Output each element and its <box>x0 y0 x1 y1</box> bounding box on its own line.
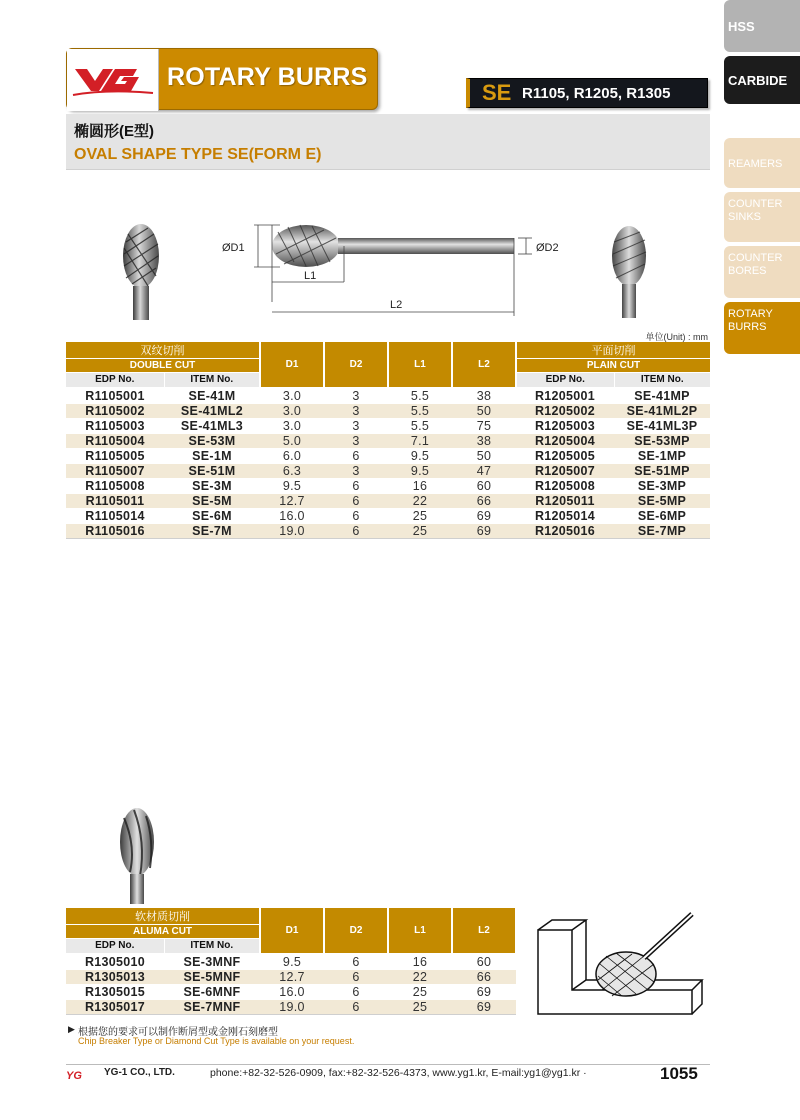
d1-cell: 16.0 <box>260 984 324 999</box>
table2-body <box>66 953 516 1015</box>
side-tab-label: REAMERS <box>728 158 783 170</box>
side-tab-reamers[interactable] <box>724 138 800 188</box>
l1-cell: 7.1 <box>388 433 452 448</box>
table-row <box>66 508 710 523</box>
d2-cell: 3 <box>324 403 388 418</box>
d2-cell: 6 <box>324 508 388 523</box>
d1-cell: 16.0 <box>260 508 324 523</box>
d2-header: D2 <box>324 342 388 387</box>
item-cell: SE-51M <box>164 463 260 478</box>
edp-cell: R1105003 <box>66 418 164 433</box>
l2-cell: 60 <box>452 953 516 970</box>
edp-cell: R1205001 <box>516 387 614 404</box>
item-cell: SE-7MNF <box>164 999 260 1014</box>
edp-cell: R1105005 <box>66 448 164 463</box>
item-cell: SE-41ML2 <box>164 403 260 418</box>
l1-cell: 22 <box>388 969 452 984</box>
side-tab-label: COUNTER SINKS <box>728 198 783 223</box>
table-row <box>66 478 710 493</box>
l1-cell: 9.5 <box>388 463 452 478</box>
table1-body <box>66 387 710 539</box>
item-cell: SE-3MNF <box>164 953 260 970</box>
item-cell: SE-7MP <box>614 523 710 538</box>
d2-cell: 6 <box>324 969 388 984</box>
l2-cell: 50 <box>452 403 516 418</box>
table-row <box>66 463 710 478</box>
d2-cell: 6 <box>324 478 388 493</box>
table-row <box>66 418 710 433</box>
l2-cell: 38 <box>452 387 516 404</box>
l1-cell: 25 <box>388 999 452 1014</box>
edp-header: EDP No. <box>66 373 164 387</box>
d1-cell: 3.0 <box>260 387 324 404</box>
l1-cell: 16 <box>388 953 452 970</box>
l2-cell: 69 <box>452 523 516 538</box>
l1-cell: 25 <box>388 984 452 999</box>
d2-cell: 6 <box>324 953 388 970</box>
d1-cell: 5.0 <box>260 433 324 448</box>
side-tab-label: CARBIDE <box>728 73 788 88</box>
side-tab-label: ROTARY BURRS <box>728 308 773 333</box>
d2-cell: 3 <box>324 387 388 404</box>
l1-header: L1 <box>388 342 452 387</box>
edp-cell: R1305013 <box>66 969 164 984</box>
oval-burr-right-photo <box>608 224 650 318</box>
item-cell: SE-6MP <box>614 508 710 523</box>
l2-cell: 69 <box>452 508 516 523</box>
item-cell: SE-51MP <box>614 463 710 478</box>
l2-label: L2 <box>390 299 403 311</box>
item-cell: SE-3M <box>164 478 260 493</box>
item-cell: SE-53M <box>164 433 260 448</box>
note-english: Chip Breaker Type or Diamond Cut Type is available on your request. <box>78 1036 355 1046</box>
d1-cell: 6.3 <box>260 463 324 478</box>
item-cell: SE-3MP <box>614 478 710 493</box>
edp-cell: R1205003 <box>516 418 614 433</box>
edp-header: EDP No. <box>66 939 164 953</box>
l2-cell: 75 <box>452 418 516 433</box>
item-cell: SE-1MP <box>614 448 710 463</box>
d2-cell: 6 <box>324 984 388 999</box>
d1-cell: 19.0 <box>260 523 324 538</box>
dimension-drawing <box>214 212 559 322</box>
d1-cell: 9.5 <box>260 478 324 493</box>
plain-cut-header: PLAIN CUT <box>516 359 710 373</box>
brand-header <box>66 48 378 110</box>
d1-cell: 9.5 <box>260 953 324 970</box>
d2-header: D2 <box>324 908 388 953</box>
edp-cell: R1105016 <box>66 523 164 538</box>
edp-cell: R1205004 <box>516 433 614 448</box>
edp-cell: R1105008 <box>66 478 164 493</box>
l1-cell: 16 <box>388 478 452 493</box>
l2-cell: 47 <box>452 463 516 478</box>
item-header: ITEM No. <box>164 373 260 387</box>
l2-cell: 60 <box>452 478 516 493</box>
spec-table-double-plain <box>66 342 710 539</box>
edp-cell: R1205007 <box>516 463 614 478</box>
l1-cell: 5.5 <box>388 403 452 418</box>
item-cell: SE-6M <box>164 508 260 523</box>
item-header: ITEM No. <box>614 373 710 387</box>
d1-cell: 12.7 <box>260 969 324 984</box>
side-tab-label: HSS <box>728 19 755 34</box>
edp-cell: R1105007 <box>66 463 164 478</box>
footer-divider <box>66 1064 710 1065</box>
table-row <box>66 999 516 1014</box>
item-cell: SE-53MP <box>614 433 710 448</box>
edp-cell: R1305017 <box>66 999 164 1014</box>
spec-table-aluma <box>66 908 517 1015</box>
table-row <box>66 953 516 970</box>
plain-cut-cn-header: 平面切削 <box>516 342 710 359</box>
item-cell: SE-6MNF <box>164 984 260 999</box>
edp-cell: R1105004 <box>66 433 164 448</box>
aluma-cut-cn-header: 软材质切削 <box>66 908 260 925</box>
l1-cell: 9.5 <box>388 448 452 463</box>
d1-cell: 19.0 <box>260 999 324 1014</box>
d2-cell: 3 <box>324 418 388 433</box>
d1-label: ØD1 <box>222 242 245 254</box>
edp-cell: R1205014 <box>516 508 614 523</box>
series-prefix: SE <box>482 80 512 105</box>
brand-title: ROTARY BURRS <box>167 63 368 91</box>
edp-cell: R1105001 <box>66 387 164 404</box>
d1-cell: 6.0 <box>260 448 324 463</box>
title-english: OVAL SHAPE TYPE SE(FORM E) <box>74 146 322 163</box>
item-cell: SE-41MP <box>614 387 710 404</box>
title-chinese: 椭圆形(E型) <box>74 123 154 140</box>
page-number: 1055 <box>660 1064 698 1083</box>
d1-cell: 12.7 <box>260 493 324 508</box>
l1-cell: 5.5 <box>388 418 452 433</box>
aluma-cut-burr-photo <box>116 806 158 904</box>
item-cell: SE-1M <box>164 448 260 463</box>
side-tab-counter-bores[interactable] <box>724 246 800 298</box>
item-header: ITEM No. <box>164 939 260 953</box>
footer-contact: phone:+82-32-526-0909, fax:+82-32-526-4373, www.yg1.kr, E-mail:yg1@yg1.kr · <box>210 1067 587 1079</box>
d2-cell: 3 <box>324 433 388 448</box>
d2-cell: 3 <box>324 463 388 478</box>
note-arrow-icon: ▶ <box>68 1024 75 1034</box>
item-cell: SE-5MP <box>614 493 710 508</box>
edp-cell: R1205011 <box>516 493 614 508</box>
d2-cell: 6 <box>324 448 388 463</box>
d2-cell: 6 <box>324 493 388 508</box>
unit-label: 单位(Unit) : mm <box>645 332 708 342</box>
double-cut-cn-header: 双纹切削 <box>66 342 260 359</box>
table-row <box>66 403 710 418</box>
series-banner <box>466 78 708 108</box>
edp-cell: R1305010 <box>66 953 164 970</box>
edp-cell: R1205016 <box>516 523 614 538</box>
item-cell: SE-7M <box>164 523 260 538</box>
footer-logo-text: YG <box>66 1070 82 1082</box>
side-tab-rotary-burrs[interactable] <box>724 302 800 354</box>
l2-cell: 38 <box>452 433 516 448</box>
l1-cell: 22 <box>388 493 452 508</box>
series-models: R1105, R1205, R1305 <box>522 85 671 102</box>
edp-cell: R1205005 <box>516 448 614 463</box>
l2-cell: 69 <box>452 999 516 1014</box>
usage-illustration <box>532 910 710 1022</box>
side-tab-carbide[interactable] <box>724 56 800 104</box>
edp-cell: R1105014 <box>66 508 164 523</box>
d1-header: D1 <box>260 908 324 953</box>
d2-cell: 6 <box>324 999 388 1014</box>
l2-header: L2 <box>452 342 516 387</box>
item-cell: SE-5MNF <box>164 969 260 984</box>
side-tab-counter-sinks[interactable] <box>724 192 800 242</box>
side-tab-label: COUNTER BORES <box>728 252 783 277</box>
table-row <box>66 448 710 463</box>
footer-logo <box>66 1068 96 1080</box>
note-chinese: 根据您的要求可以制作断屑型或金刚石刻磨型 <box>78 1027 278 1038</box>
table-row <box>66 984 516 999</box>
table-row <box>66 523 710 538</box>
table-row <box>66 969 516 984</box>
d1-cell: 3.0 <box>260 418 324 433</box>
edp-cell: R1205002 <box>516 403 614 418</box>
double-cut-header: DOUBLE CUT <box>66 359 260 373</box>
l2-cell: 66 <box>452 493 516 508</box>
d2-cell: 6 <box>324 523 388 538</box>
l1-cell: 25 <box>388 508 452 523</box>
oval-burr-left-photo <box>118 222 164 320</box>
edp-cell: R1305015 <box>66 984 164 999</box>
item-cell: SE-41M <box>164 387 260 404</box>
l1-header: L1 <box>388 908 452 953</box>
item-cell: SE-41ML2P <box>614 403 710 418</box>
table-row <box>66 387 710 404</box>
side-tab-hss[interactable] <box>724 0 800 52</box>
d1-cell: 3.0 <box>260 403 324 418</box>
l1-cell: 25 <box>388 523 452 538</box>
l2-cell: 69 <box>452 984 516 999</box>
table-row <box>66 433 710 448</box>
item-cell: SE-5M <box>164 493 260 508</box>
aluma-cut-header: ALUMA CUT <box>66 925 260 939</box>
l2-header: L2 <box>452 908 516 953</box>
item-cell: SE-41ML3 <box>164 418 260 433</box>
title-band <box>66 114 710 170</box>
footer-company: YG-1 CO., LTD. <box>104 1067 175 1078</box>
l2-cell: 50 <box>452 448 516 463</box>
yg1-logo <box>67 49 159 111</box>
d2-label: ØD2 <box>536 242 559 254</box>
l1-label: L1 <box>304 270 317 282</box>
table-row <box>66 493 710 508</box>
l1-cell: 5.5 <box>388 387 452 404</box>
d1-header: D1 <box>260 342 324 387</box>
item-cell: SE-41ML3P <box>614 418 710 433</box>
edp-cell: R1105002 <box>66 403 164 418</box>
edp-header: EDP No. <box>516 373 614 387</box>
l2-cell: 66 <box>452 969 516 984</box>
edp-cell: R1105011 <box>66 493 164 508</box>
edp-cell: R1205008 <box>516 478 614 493</box>
